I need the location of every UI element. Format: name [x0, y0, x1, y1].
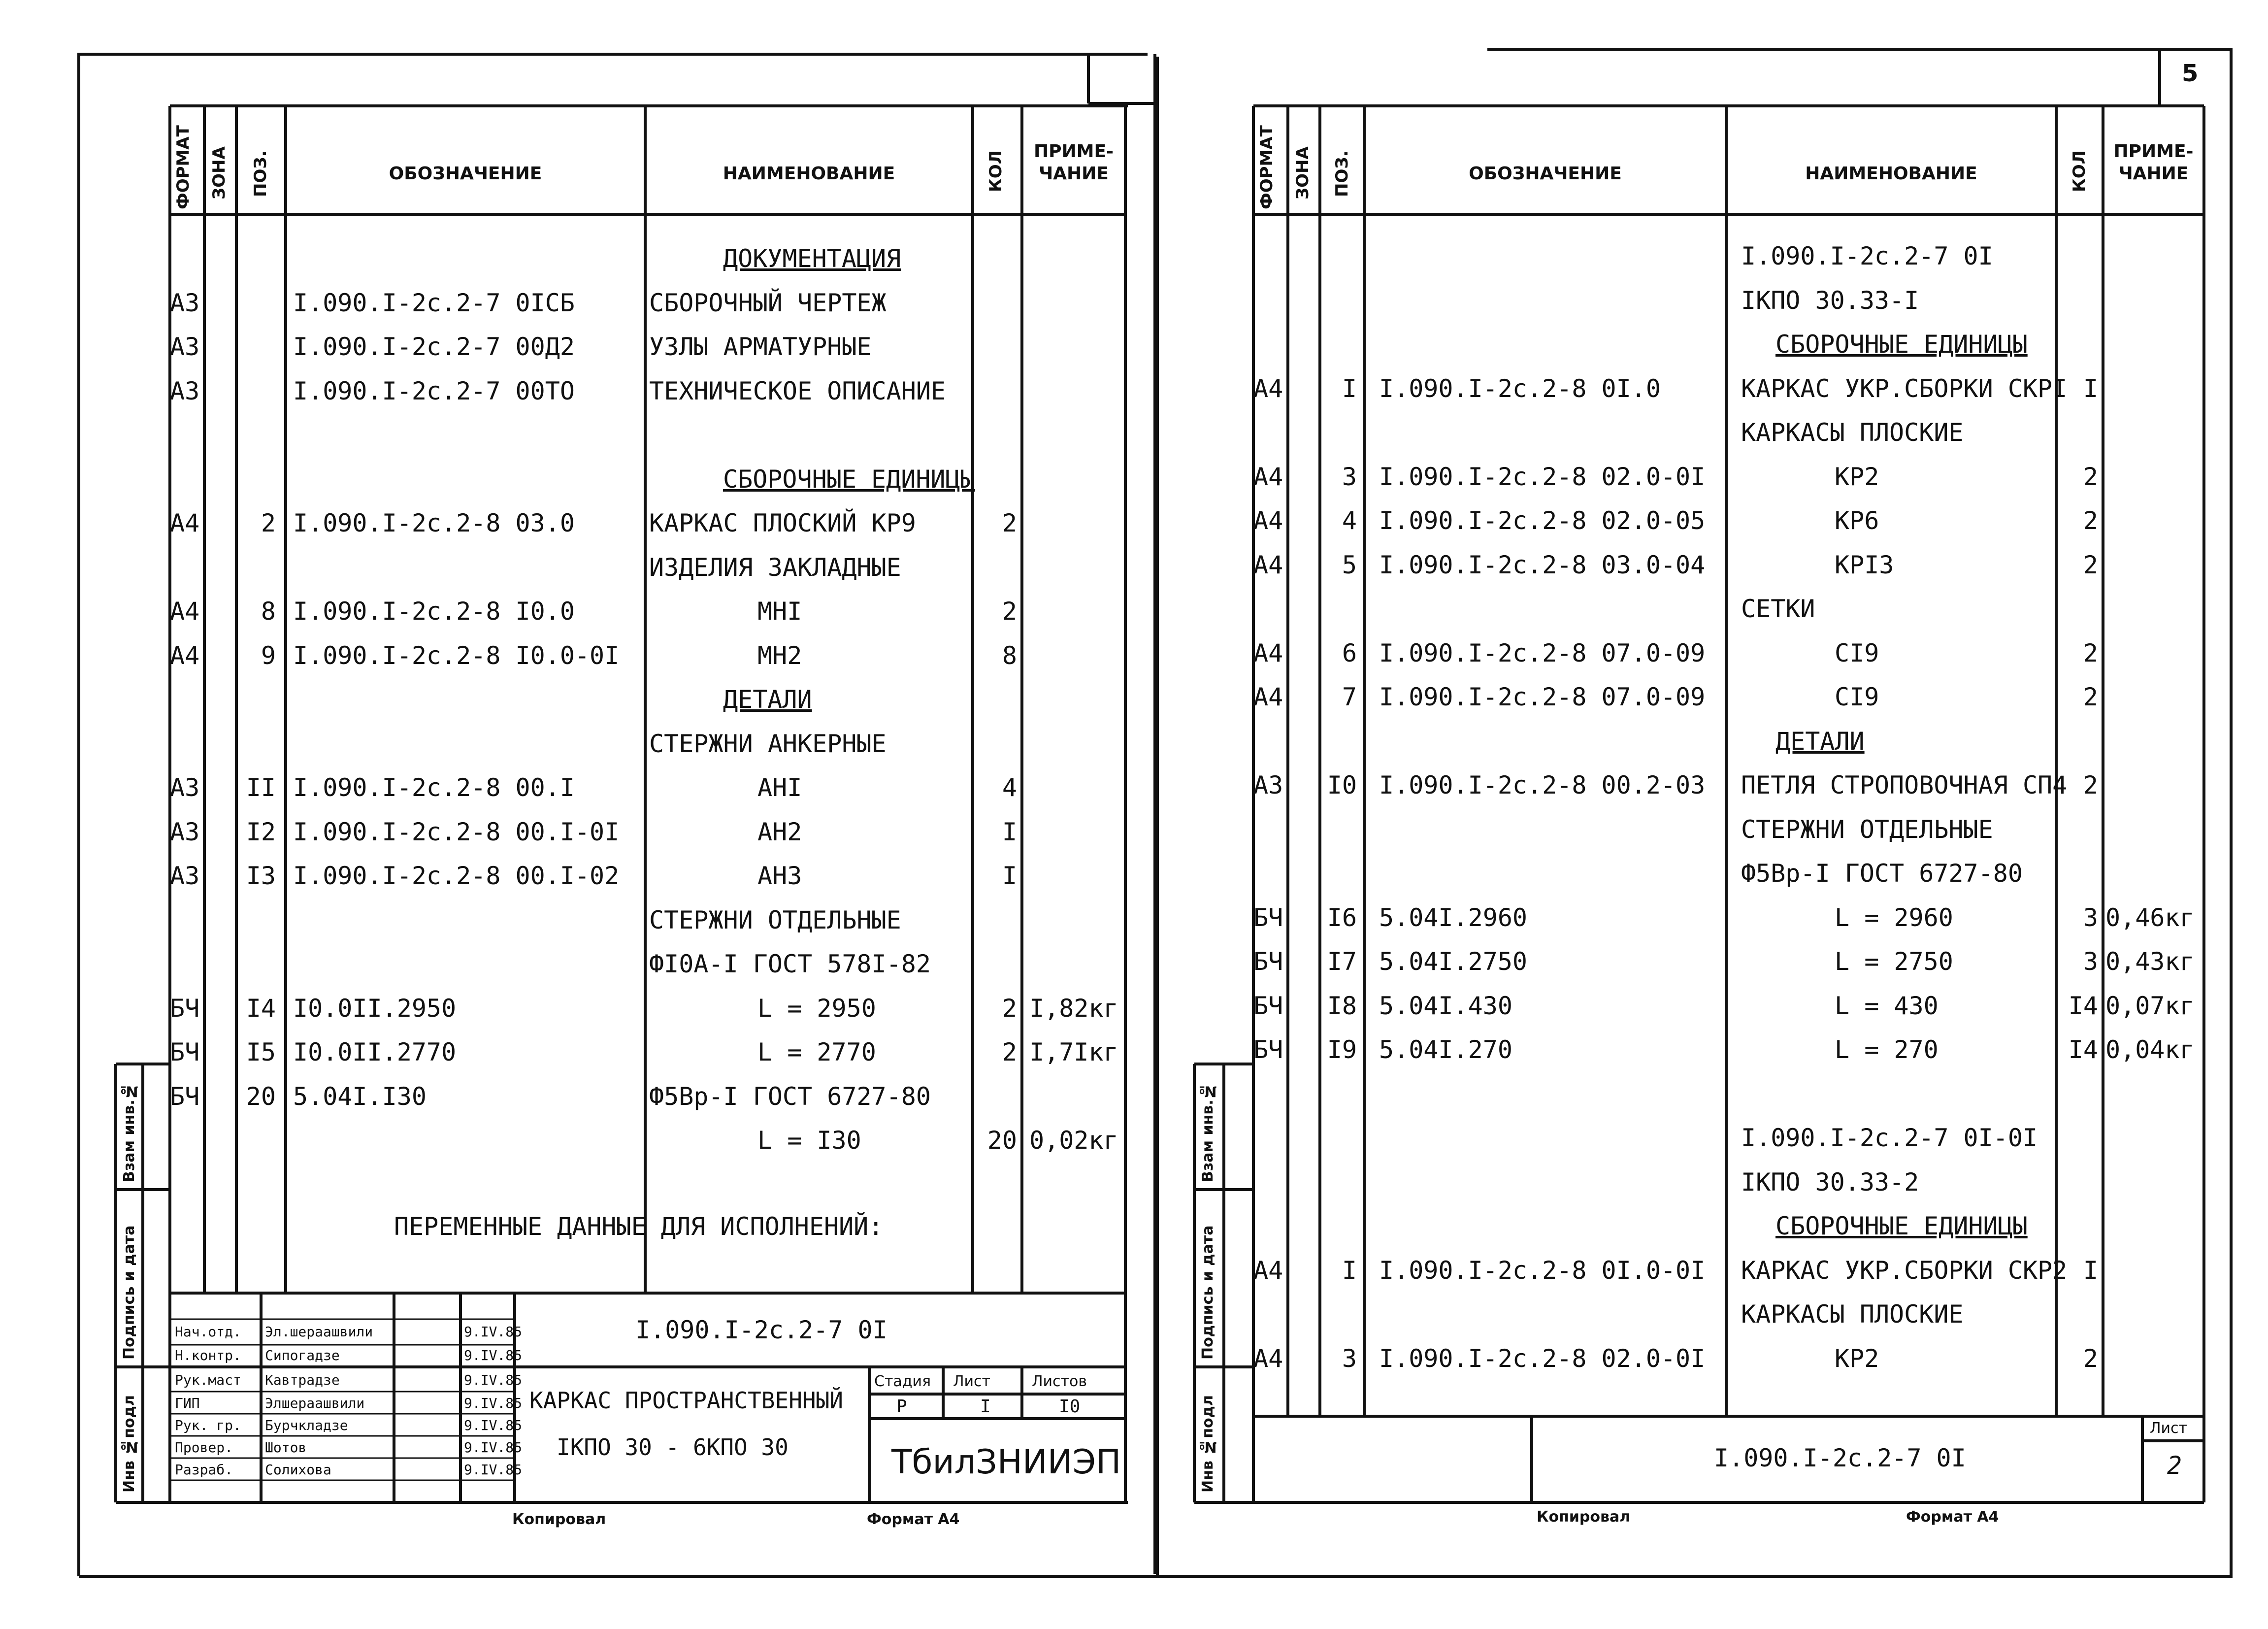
- row-name: СТЕРЖНИ ОТДЕЛЬНЫЕ: [1741, 815, 1993, 844]
- row-name: ТЕХНИЧЕСКОЕ ОПИСАНИЕ: [649, 376, 946, 405]
- row-designation: I.090.I-2с.2-8 I0.0-0I: [293, 641, 620, 670]
- row-designation: 5.04I.270: [1379, 1035, 1512, 1064]
- row-name: I.090.I-2с.2-7 0I: [1741, 242, 1993, 270]
- row-note: I,82кг: [1029, 994, 1118, 1023]
- row-name: МНI: [757, 597, 802, 626]
- row-designation: I.090.I-2с.2-8 00.I: [293, 773, 575, 802]
- signer-role: Провер.: [175, 1439, 233, 1456]
- row-quantity: 3: [2083, 903, 2098, 932]
- row-name: СЕТКИ: [1741, 595, 1815, 623]
- header-name: НАИМЕНОВАНИЕ: [1805, 164, 1977, 184]
- header-note-2: ЧАНИЕ: [1039, 164, 1109, 184]
- row-designation: I.090.I-2с.2-8 03.0-04: [1379, 550, 1706, 579]
- row-format: А3: [170, 862, 200, 890]
- row-designation: 5.04I.2750: [1379, 947, 1528, 976]
- row-quantity: 2: [1002, 509, 1017, 537]
- footer-format: Формат А4: [1906, 1508, 1999, 1526]
- row-format: А4: [1253, 462, 1283, 491]
- row-format: БЧ: [1253, 1035, 1283, 1064]
- title-block-title-1: КАРКАС ПРОСТРАНСТВЕННЫЙ: [529, 1387, 843, 1414]
- row-name: Ф5Вр-I ГОСТ 6727-80: [649, 1082, 931, 1111]
- title-block-organization: ТбилЗНИИЭП: [891, 1443, 1121, 1482]
- title-block-sheet-label: Лист: [2150, 1420, 2188, 1437]
- row-designation: I.090.I-2с.2-8 03.0: [293, 509, 575, 537]
- row-format: А4: [170, 597, 200, 626]
- row-name: КР6: [1835, 506, 1879, 535]
- side-label-signature-date: Подпись и дата: [121, 1225, 138, 1360]
- row-format: А4: [1253, 1256, 1283, 1285]
- row-position: I8: [1327, 991, 1357, 1020]
- row-position: 8: [261, 597, 276, 626]
- header-format: ФОРМАТ: [173, 125, 193, 209]
- title-block-sheets-label: Листов: [1032, 1373, 1087, 1390]
- signer-name: Бурчкладзе: [265, 1417, 348, 1433]
- row-name: IКПО 30.33-I: [1741, 286, 1919, 315]
- row-position: 4: [1342, 506, 1357, 535]
- row-quantity: 4: [1002, 773, 1017, 802]
- row-name: L = 2950: [757, 994, 876, 1023]
- row-name: СI9: [1835, 638, 1879, 667]
- row-format: БЧ: [170, 994, 200, 1023]
- footer-copied: Копировал: [1537, 1508, 1631, 1526]
- row-name: L = 270: [1835, 1035, 1939, 1064]
- signer-name: Солихова: [265, 1462, 331, 1478]
- row-position: I6: [1327, 903, 1357, 932]
- side-label-signature-date: Подпись и дата: [1199, 1225, 1216, 1360]
- row-name: L = 2770: [757, 1038, 876, 1066]
- row-name: КАРКАС ПЛОСКИЙ КР9: [649, 509, 916, 537]
- row-quantity: I: [1002, 862, 1017, 890]
- header-qty: КОЛ: [986, 150, 1006, 192]
- signer-date: 9.IV.85: [464, 1372, 523, 1388]
- header-note-2: ЧАНИЕ: [2118, 164, 2189, 184]
- row-format: А4: [170, 509, 200, 537]
- row-quantity: 2: [2083, 550, 2098, 579]
- row-quantity: 2: [1002, 1038, 1017, 1066]
- row-position: I4: [246, 994, 276, 1023]
- signer-date: 9.IV.85: [464, 1462, 523, 1478]
- signer-role: Разраб.: [175, 1462, 233, 1478]
- header-zone: ЗОНА: [209, 146, 229, 199]
- side-label-replace-inv: Взам инв.№: [1199, 1082, 1216, 1182]
- signer-name: Сипогадзе: [265, 1347, 340, 1363]
- title-block-stage: Р: [896, 1396, 907, 1417]
- signer-role: Рук. гр.: [175, 1417, 241, 1433]
- signer-date: 9.IV.85: [464, 1324, 523, 1340]
- signer-name: Эл.шераашвили: [265, 1324, 373, 1340]
- title-block-sheets: I0: [1059, 1396, 1081, 1417]
- row-format: А4: [1253, 550, 1283, 579]
- row-name: L = 2960: [1835, 903, 1953, 932]
- row-name: УЗЛЫ АРМАТУРНЫЕ: [649, 332, 872, 361]
- row-position: I5: [246, 1038, 276, 1066]
- header-note-1: ПРИМЕ-: [1034, 141, 1114, 162]
- footer-copied: Копировал: [512, 1511, 606, 1528]
- title-block-sheet: I: [980, 1396, 991, 1417]
- row-designation: I.090.I-2с.2-7 0IСБ: [293, 288, 575, 317]
- row-section-heading: ДЕТАЛИ: [723, 685, 812, 714]
- row-name: ФI0А-I ГОСТ 578I-82: [649, 950, 931, 978]
- row-quantity: 3: [2083, 947, 2098, 976]
- row-name: L = I30: [757, 1126, 861, 1155]
- row-name: L = 2750: [1835, 947, 1953, 976]
- row-position: 3: [1342, 1344, 1357, 1373]
- row-note: 0,07кг: [2105, 991, 2195, 1020]
- row-section-heading: СБОРОЧНЫЕ ЕДИНИЦЫ: [1775, 330, 2028, 359]
- row-name: КР2: [1835, 1344, 1879, 1373]
- header-name: НАИМЕНОВАНИЕ: [723, 164, 895, 184]
- row-quantity: I4: [2068, 991, 2098, 1020]
- row-quantity: 2: [2083, 771, 2098, 799]
- row-designation: 5.04I.I30: [293, 1082, 427, 1111]
- row-format: А4: [1253, 638, 1283, 667]
- row-position: I: [1342, 374, 1357, 403]
- signer-role: Рук.маст: [175, 1372, 241, 1388]
- header-designation: ОБОЗНАЧЕНИЕ: [1469, 164, 1622, 184]
- row-name: L = 430: [1835, 991, 1939, 1020]
- row-position: 9: [261, 641, 276, 670]
- row-format: А4: [1253, 506, 1283, 535]
- row-format: А4: [170, 641, 200, 670]
- row-position: I2: [246, 817, 276, 846]
- row-format: БЧ: [170, 1038, 200, 1066]
- row-format: А3: [170, 817, 200, 846]
- header-format: ФОРМАТ: [1257, 125, 1277, 209]
- row-designation: I0.0II.2950: [293, 994, 457, 1023]
- row-position: 5: [1342, 550, 1357, 579]
- row-name: АН2: [757, 817, 802, 846]
- row-designation: I.090.I-2с.2-7 00ТО: [293, 376, 575, 405]
- signer-name: Шотов: [265, 1439, 307, 1456]
- row-quantity: I: [1002, 817, 1017, 846]
- row-name: АНI: [757, 773, 802, 802]
- row-designation: I0.0II.2770: [293, 1038, 457, 1066]
- row-note: 0,46кг: [2105, 903, 2195, 932]
- row-section-heading: СБОРОЧНЫЕ ЕДИНИЦЫ: [1775, 1212, 2028, 1240]
- row-format: А4: [1253, 1344, 1283, 1373]
- row-designation: I.090.I-2с.2-8 02.0-05: [1379, 506, 1706, 535]
- title-block-sheet: 2: [2167, 1451, 2182, 1480]
- row-note: 0,04кг: [2105, 1035, 2195, 1064]
- row-designation: I.090.I-2с.2-8 0I.0-0I: [1379, 1256, 1706, 1285]
- title-block-stage-label: Стадия: [874, 1373, 931, 1390]
- row-quantity: 2: [2083, 462, 2098, 491]
- title-block-title-2: IКПО 30 - 6КПО 30: [557, 1434, 789, 1461]
- row-position: I9: [1327, 1035, 1357, 1064]
- signer-date: 9.IV.85: [464, 1439, 523, 1456]
- row-quantity: 2: [2083, 638, 2098, 667]
- row-position: II: [246, 773, 276, 802]
- row-name: КАРКАСЫ ПЛОСКИЕ: [1741, 1300, 1964, 1329]
- row-quantity: 2: [1002, 597, 1017, 626]
- row-format: А3: [170, 332, 200, 361]
- row-designation: 5.04I.430: [1379, 991, 1512, 1020]
- row-quantity: 2: [2083, 506, 2098, 535]
- title-block-doc-number: I.090.I-2с.2-7 0I: [635, 1316, 887, 1344]
- row-note: 0,02кг: [1029, 1126, 1118, 1155]
- row-designation: 5.04I.2960: [1379, 903, 1528, 932]
- signer-date: 9.IV.85: [464, 1395, 523, 1411]
- row-format: БЧ: [1253, 903, 1283, 932]
- row-name: КРI3: [1835, 550, 1894, 579]
- variable-data-caption: ПЕРЕМЕННЫЕ ДАННЫЕ ДЛЯ ИСПОЛНЕНИЙ:: [394, 1212, 884, 1241]
- row-name: СТЕРЖНИ ОТДЕЛЬНЫЕ: [649, 905, 901, 934]
- signer-date: 9.IV.85: [464, 1347, 523, 1363]
- row-designation: I.090.I-2с.2-8 02.0-0I: [1379, 462, 1706, 491]
- signer-role: Нач.отд.: [175, 1324, 241, 1340]
- header-qty: КОЛ: [2070, 150, 2089, 192]
- signer-date: 9.IV.85: [464, 1417, 523, 1433]
- row-designation: I.090.I-2с.2-8 00.2-03: [1379, 771, 1706, 799]
- signer-role: Н.контр.: [175, 1347, 241, 1363]
- row-position: I3: [246, 862, 276, 890]
- side-label-inventory-no: Инв №подл: [121, 1395, 138, 1493]
- row-position: I: [1342, 1256, 1357, 1285]
- row-format: А3: [170, 773, 200, 802]
- row-name: IКПО 30.33-2: [1741, 1167, 1919, 1197]
- row-position: 3: [1342, 462, 1357, 491]
- row-position: 7: [1342, 683, 1357, 711]
- row-quantity: 2: [1002, 994, 1017, 1023]
- title-block-doc-number: I.090.I-2с.2-7 0I: [1714, 1444, 1966, 1472]
- row-format: БЧ: [170, 1082, 200, 1111]
- row-position: I7: [1327, 947, 1357, 976]
- header-pos: ПОЗ.: [251, 150, 270, 197]
- row-format: А4: [1253, 374, 1283, 403]
- signer-role: ГИП: [175, 1395, 200, 1411]
- page-number: 5: [2182, 60, 2199, 87]
- row-format: А4: [1253, 683, 1283, 711]
- row-quantity: I4: [2068, 1035, 2098, 1064]
- row-designation: I.090.I-2с.2-8 07.0-09: [1379, 683, 1706, 711]
- row-name: СI9: [1835, 683, 1879, 711]
- side-label-replace-inv: Взам инв.№: [121, 1082, 138, 1182]
- row-name: КАРКАСЫ ПЛОСКИЕ: [1741, 418, 1964, 447]
- row-quantity: I: [2083, 1256, 2098, 1285]
- row-name: АН3: [757, 862, 802, 890]
- row-designation: I.090.I-2с.2-8 0I.0: [1379, 374, 1661, 403]
- row-designation: I.090.I-2с.2-8 07.0-09: [1379, 638, 1706, 667]
- row-position: 6: [1342, 638, 1357, 667]
- row-quantity: 8: [1002, 641, 1017, 670]
- row-designation: I.090.I-2с.2-8 00.I-0I: [293, 817, 620, 846]
- row-format: БЧ: [1253, 947, 1283, 976]
- row-section-heading: ДЕТАЛИ: [1775, 727, 1865, 756]
- row-format: БЧ: [1253, 991, 1283, 1020]
- row-name: СТЕРЖНИ АНКЕРНЫЕ: [649, 729, 887, 758]
- row-name: КАРКАС УКР.СБОРКИ СКРI: [1741, 374, 2068, 403]
- header-pos: ПОЗ.: [1332, 150, 1352, 197]
- row-format: А3: [1253, 771, 1283, 799]
- row-quantity: 2: [2083, 1344, 2098, 1373]
- header-note-1: ПРИМЕ-: [2113, 141, 2194, 162]
- row-format: А3: [170, 376, 200, 405]
- row-quantity: 20: [987, 1126, 1017, 1155]
- row-name: I.090.I-2с.2-7 0I-0I: [1741, 1124, 2038, 1152]
- row-name: СБОРОЧНЫЙ ЧЕРТЕЖ: [649, 288, 887, 317]
- row-name: ПЕТЛЯ СТРОПОВОЧНАЯ СП4: [1741, 771, 2068, 799]
- row-designation: I.090.I-2с.2-8 I0.0: [293, 597, 575, 626]
- row-position: 2: [261, 509, 276, 537]
- row-name: КАРКАС УКР.СБОРКИ СКР2: [1741, 1256, 2068, 1285]
- row-format: А3: [170, 288, 200, 317]
- row-name: Ф5Вр-I ГОСТ 6727-80: [1741, 859, 2023, 888]
- row-note: 0,43кг: [2105, 947, 2195, 976]
- row-designation: I.090.I-2с.2-8 00.I-02: [293, 862, 620, 890]
- row-position: I0: [1327, 771, 1357, 799]
- row-name: ИЗДЕЛИЯ ЗАКЛАДНЫЕ: [649, 553, 901, 582]
- row-note: I,7Iкг: [1029, 1038, 1118, 1066]
- row-quantity: I: [2083, 374, 2098, 403]
- row-designation: I.090.I-2с.2-8 02.0-0I: [1379, 1344, 1706, 1373]
- row-section-heading: ДОКУМЕНТАЦИЯ: [723, 244, 901, 273]
- signer-name: Элшераашвили: [265, 1395, 365, 1411]
- title-block-sheet-label: Лист: [953, 1373, 991, 1390]
- row-name: КР2: [1835, 462, 1879, 491]
- row-position: 20: [246, 1082, 276, 1111]
- signer-name: Кавтрадзе: [265, 1372, 340, 1388]
- row-designation: I.090.I-2с.2-7 00Д2: [293, 332, 575, 361]
- header-zone: ЗОНА: [1293, 146, 1313, 199]
- row-section-heading: СБОРОЧНЫЕ ЕДИНИЦЫ: [723, 465, 975, 494]
- row-quantity: 2: [2083, 683, 2098, 711]
- row-name: МН2: [757, 641, 802, 670]
- header-designation: ОБОЗНАЧЕНИЕ: [389, 164, 542, 184]
- side-label-inventory-no: Инв №подл: [1199, 1395, 1216, 1493]
- footer-format: Формат А4: [867, 1511, 960, 1528]
